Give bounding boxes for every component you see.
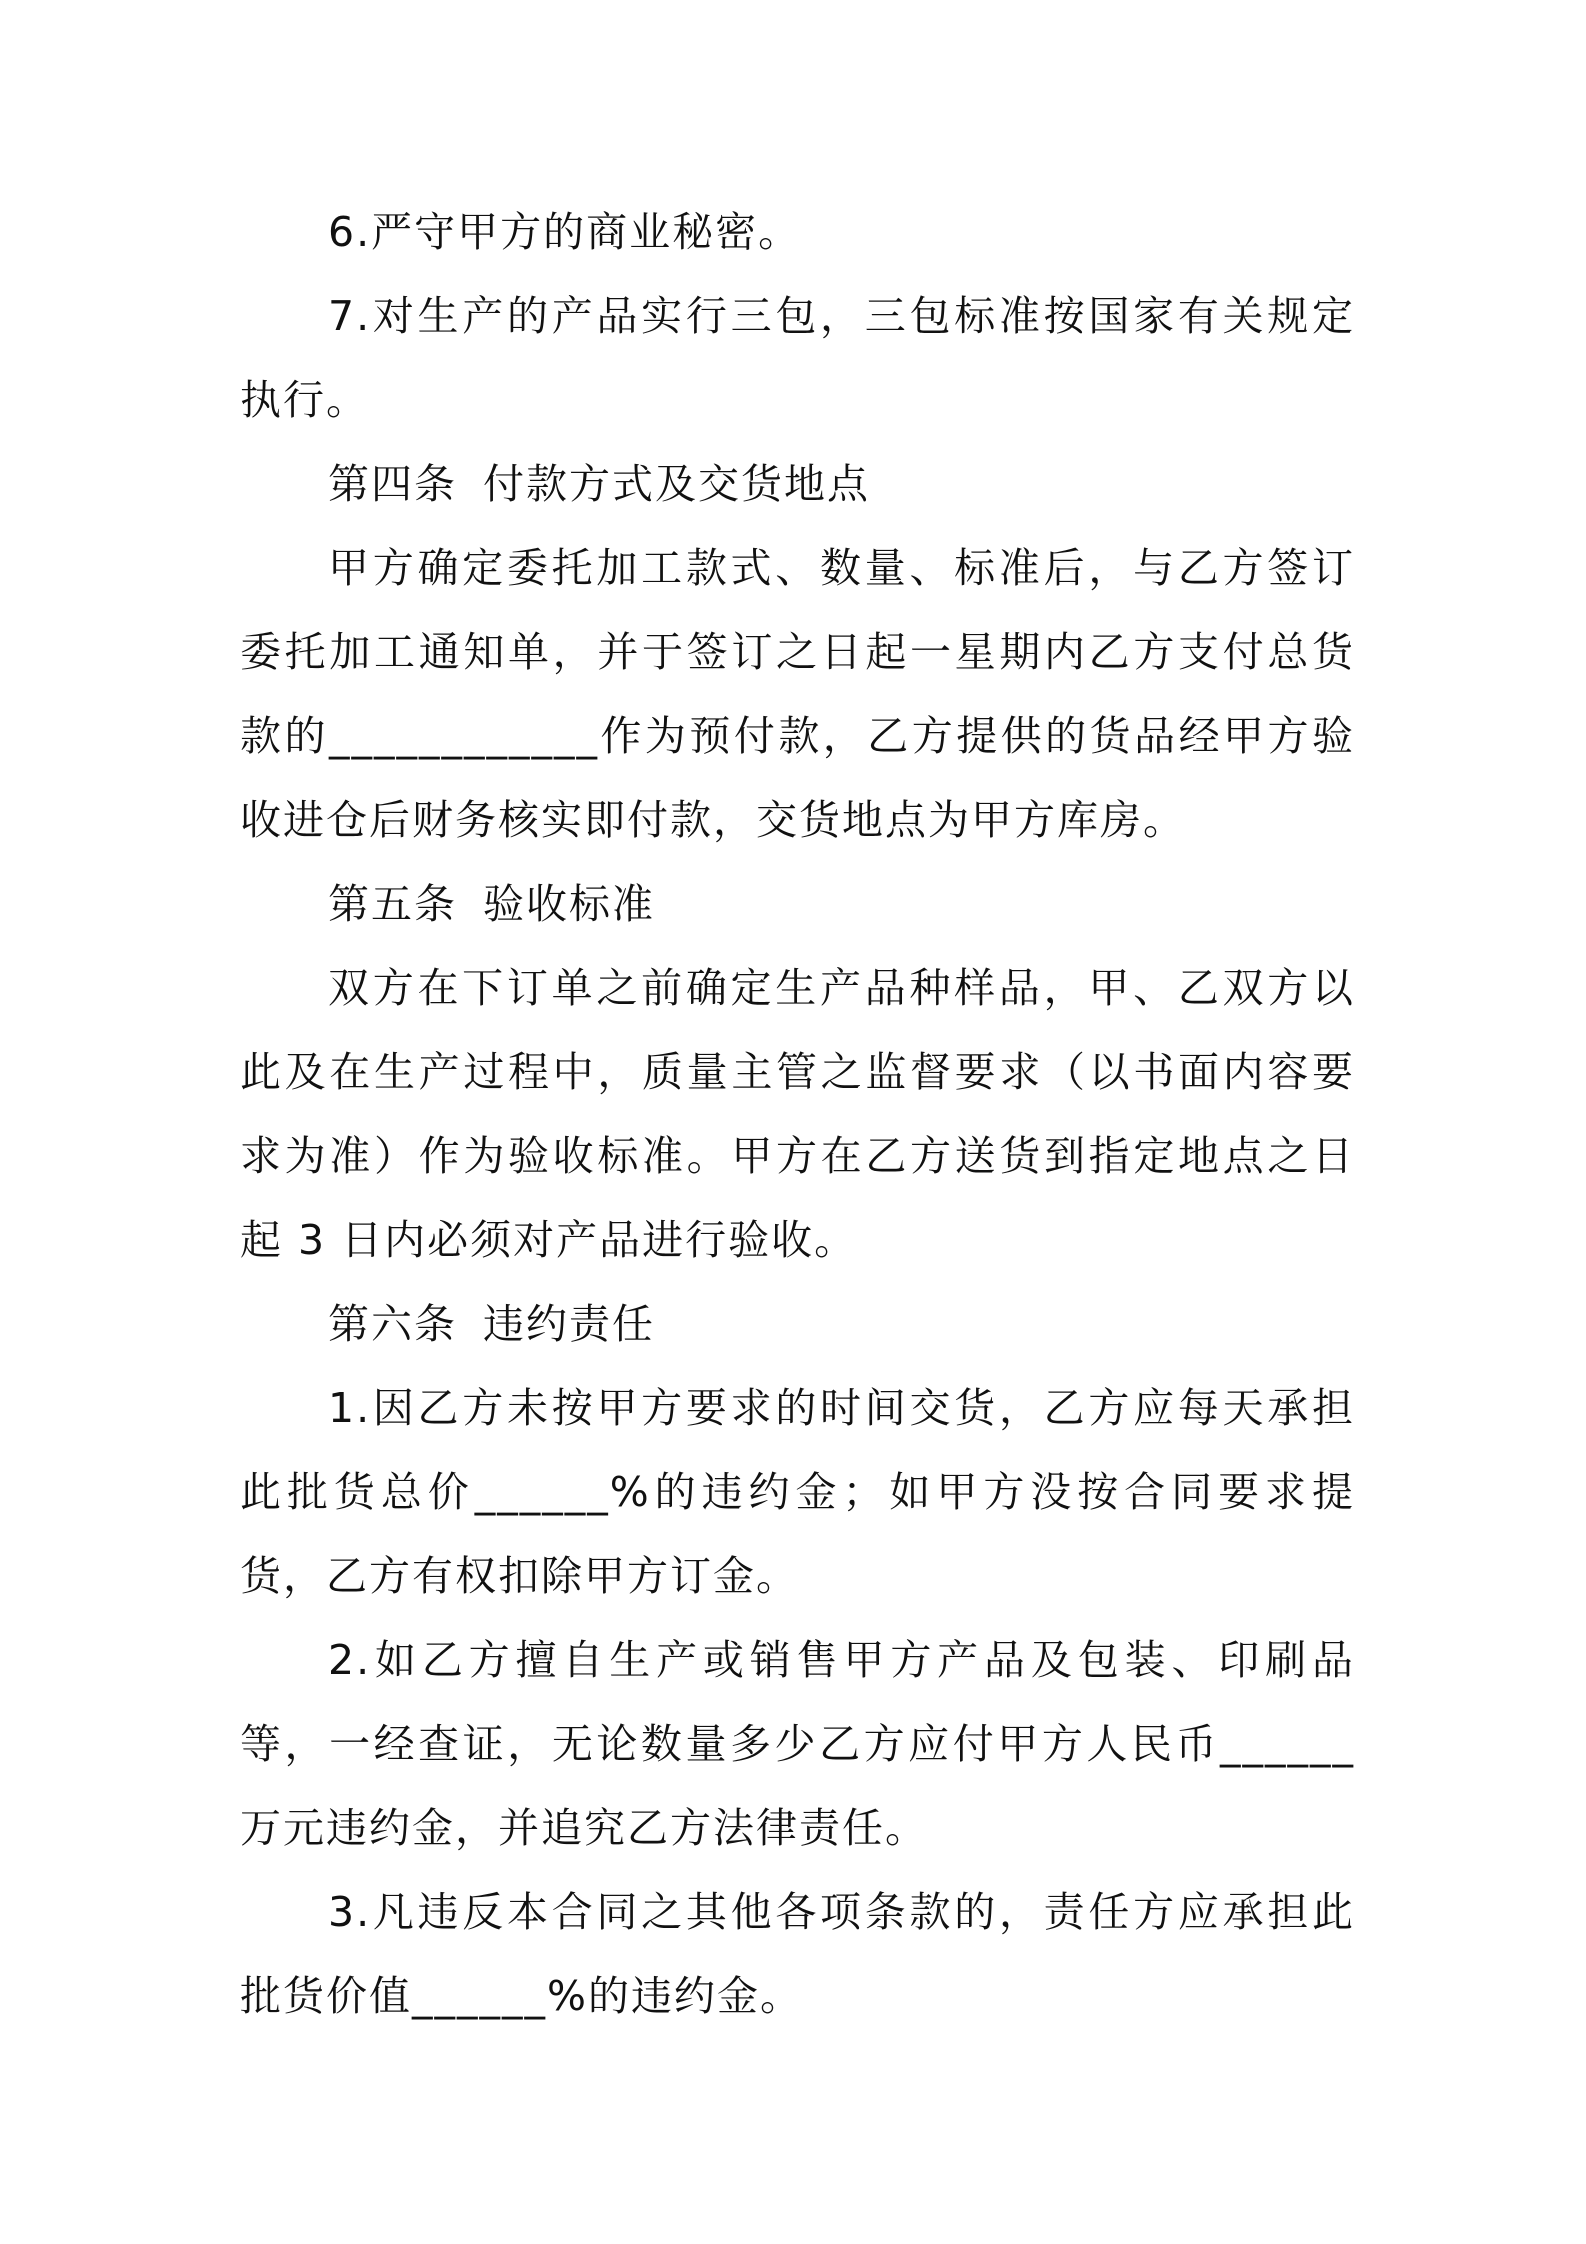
article-6-number: 第六条 [328, 1300, 457, 1348]
article-4-number: 第四条 [328, 460, 457, 508]
article-5-body: 双方在下订单之前确定生产品种样品，甲、乙双方以此及在生产过程中，质量主管之监督要求（以书面内容要求为准）作为验收标准。甲方在乙方送货到指定地点之日起 3 日内必须对产品进行验收。 [240, 964, 1355, 1264]
item-7: 7.对生产的产品实行三包，三包标准按国家有关规定执行。 [240, 292, 1355, 424]
article-4-heading [240, 442, 1355, 526]
article-5-heading [240, 862, 1355, 946]
article-5-title: 验收标准 [483, 880, 655, 928]
document-body [240, 190, 1355, 2038]
article-6-clause-2: 2.如乙方擅自生产或销售甲方产品及包装、印刷品等，一经查证，无论数量多少乙方应付甲方人民币______万元违约金，并追究乙方法律责任。 [240, 1636, 1355, 1852]
article-6-heading [240, 1282, 1355, 1366]
article-4-title: 付款方式及交货地点 [483, 460, 870, 508]
article-6-clause-3: 3.凡违反本合同之其他各项条款的，责任方应承担此批货价值______%的违约金。 [240, 1888, 1355, 2020]
item-6: 6.严守甲方的商业秘密。 [328, 208, 802, 256]
article-4-body: 甲方确定委托加工款式、数量、标准后，与乙方签订委托加工通知单，并于签订之日起一星期内乙方支付总货款的____________作为预付款，乙方提供的货品经甲方验收进仓后财务核实即付款，交货地点为甲方库房。 [240, 544, 1355, 844]
article-5-number: 第五条 [328, 880, 457, 928]
article-6-clause-1: 1.因乙方未按甲方要求的时间交货，乙方应每天承担此批货总价______%的违约金；如甲方没按合同要求提货，乙方有权扣除甲方订金。 [240, 1384, 1355, 1600]
article-6-title: 违约责任 [483, 1300, 655, 1348]
